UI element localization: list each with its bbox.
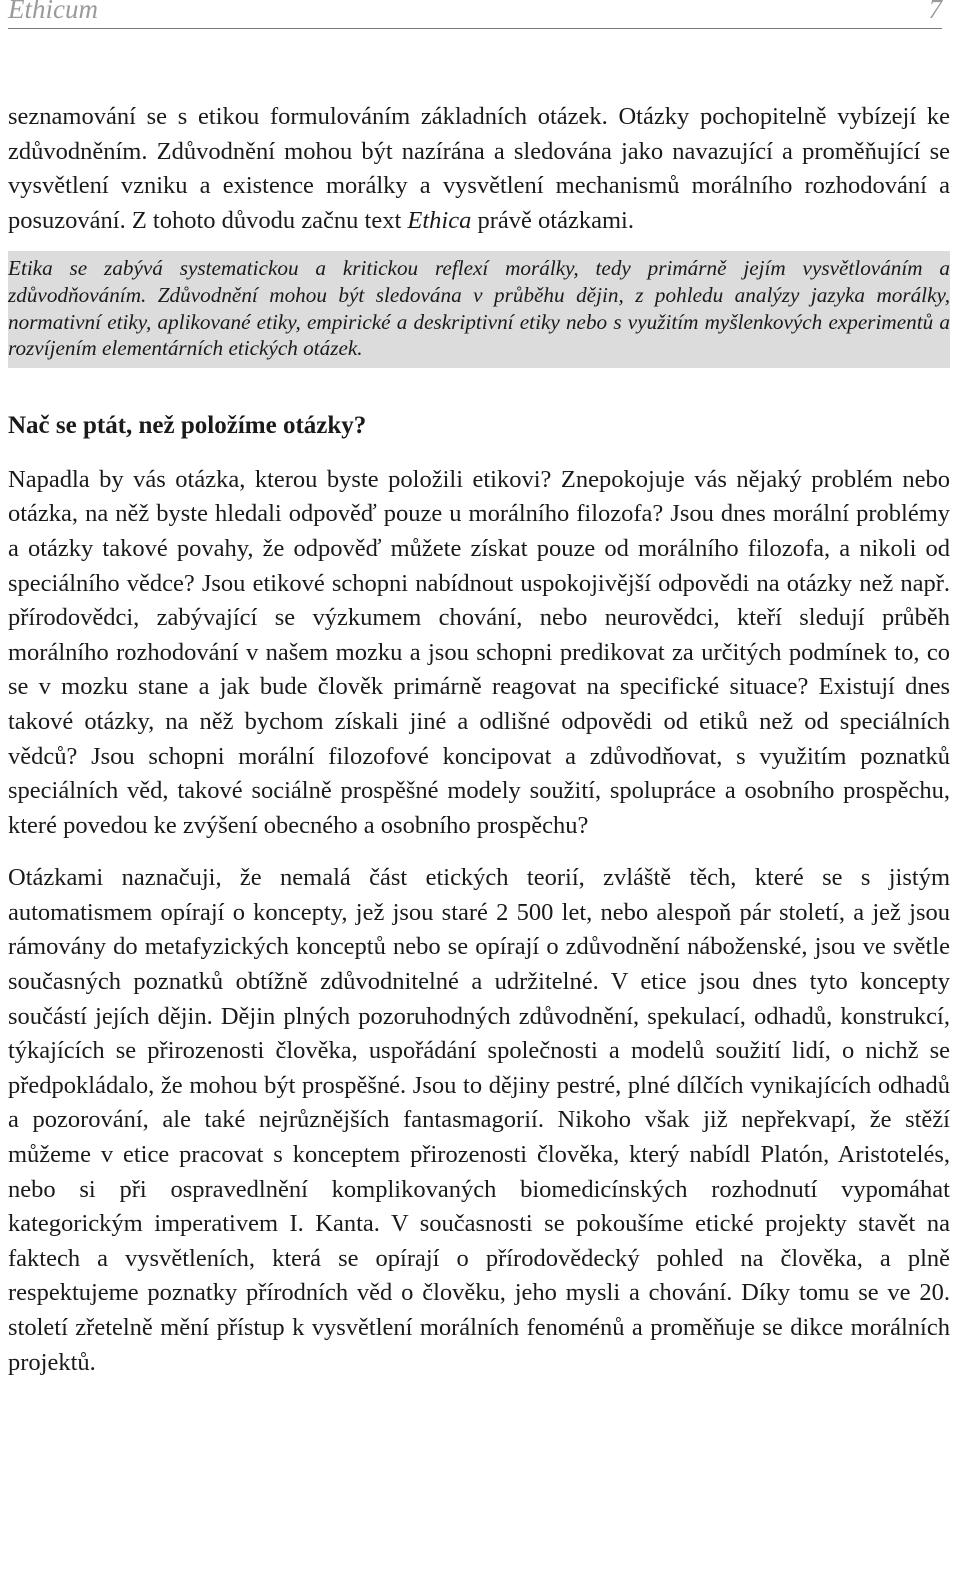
section-heading: Nač se ptát, než položíme otázky? <box>8 411 367 439</box>
page-content <box>8 100 950 1380</box>
page-number: 7 <box>928 0 942 24</box>
body-paragraph-1: Napadla by vás otázka, kterou byste položili etikovi? Znepokojuje vás nějaký problém nebo otázka, na něž byste hledali odpověď pouze u morálního filozofa? Jsou dnes morální problémy a otázky takové povahy, že odpověď můžete získat pouze od morálního filozofa, a nikoli od speciálního vědce? Jsou etikové schopni nabídnout uspokojivější odpovědi na otázky než např. přírodovědci, zabývající se výzkumem chování, nebo neurovědci, kteří sledují průběh morálního rozhodování v našem mozku a jsou schopni predikovat za určitých podmínek to, co se v mozku stane a jak bude člověk primárně reagovat na specifické situace? Existují dnes takové otázky, na něž bychom získali jiné a odlišné odpovědi od etiků než od speciálních vědců? Jsou schopni morální filozofové koncipovat a zdůvodňovat, s využitím poznatků speciálních věd, takové sociálně prospěšné modely soužití, spolupráce a osobního prospěchu, které povedou ke zvýšení obecného a osobního prospěchu? <box>8 465 950 839</box>
running-header <box>8 0 942 29</box>
intro-italic-title: Ethica <box>407 206 472 234</box>
intro-text-end: právě otázkami. <box>471 206 634 234</box>
running-header-title: Ethicum <box>8 0 98 24</box>
definition-callout: Etika se zabývá systematickou a kritickou reflexí morálky, tedy primárně jejím vysvětlováním a zdůvodňováním. Zdůvodnění mohou být sledována v průběhu dějin, z pohledu analýzy jazyka morálky, normativní etiky, aplikované etiky, empirické a deskriptivní etiky nebo s využitím myšlenkových experimentů a rozvíjením elementárních etických otázek. <box>8 251 950 367</box>
body-paragraph-2: Otázkami naznačuji, že nemalá část etických teorií, zvláště těch, které se s jistým automatismem opírají o koncepty, jež jsou staré 2 500 let, nebo alespoň pár století, a jež jsou rámovány do metafyzických konceptů nebo se opírají o zdůvodnění náboženské, jsou ve světle současných poznatků obtížně zdůvodnitelné a udržitelné. V etice jsou dnes tyto koncepty součástí jejích dějin. Dějin plných pozoruhodných zdůvodnění, spekulací, odhadů, konstrukcí, týkajících se přirozenosti člověka, uspořádání společnosti a modelů soužití lidí, o nichž se předpokládalo, že mohou být prospěšné. Jsou to dějiny pestré, plné dílčích vynikajících odhadů a pozorování, ale také nejrůznějších fantasmagorií. Nikoho však již nepřekvapí, že stěží můžeme v etice pracovat s konceptem přirozenosti člověka, který nabídl Platón, Aristotelés, nebo si při ospravedlnění komplikovaných biomedicínských rozhodnutí vypomáhat kategorickým imperativem I. Kanta. V současnosti se pokoušíme etické projekty stavět na faktech a vysvětleních, která se opírají o přírodovědecký pohled na člověka, a plně respektujeme poznatky přírodních věd o člověku, jeho mysli a chování. Díky tomu se ve 20. století zřetelně mění přístup k vysvětlení morálních fenoménů a proměňuje se dikce morálních projektů. <box>8 864 950 1376</box>
intro-paragraph <box>8 100 950 238</box>
intro-text-start: seznamování se s etikou formulováním základních otázek. Otázky pochopitelně vybízejí ke zdůvodněním. Zdůvodnění mohou být nazírána a sledována jako navazující a proměňující se vysvětlení vzniku a existence morálky a vysvětlení mechanismů morálního rozhodování a posuzování. Z tohoto důvodu začnu text <box>8 103 950 234</box>
